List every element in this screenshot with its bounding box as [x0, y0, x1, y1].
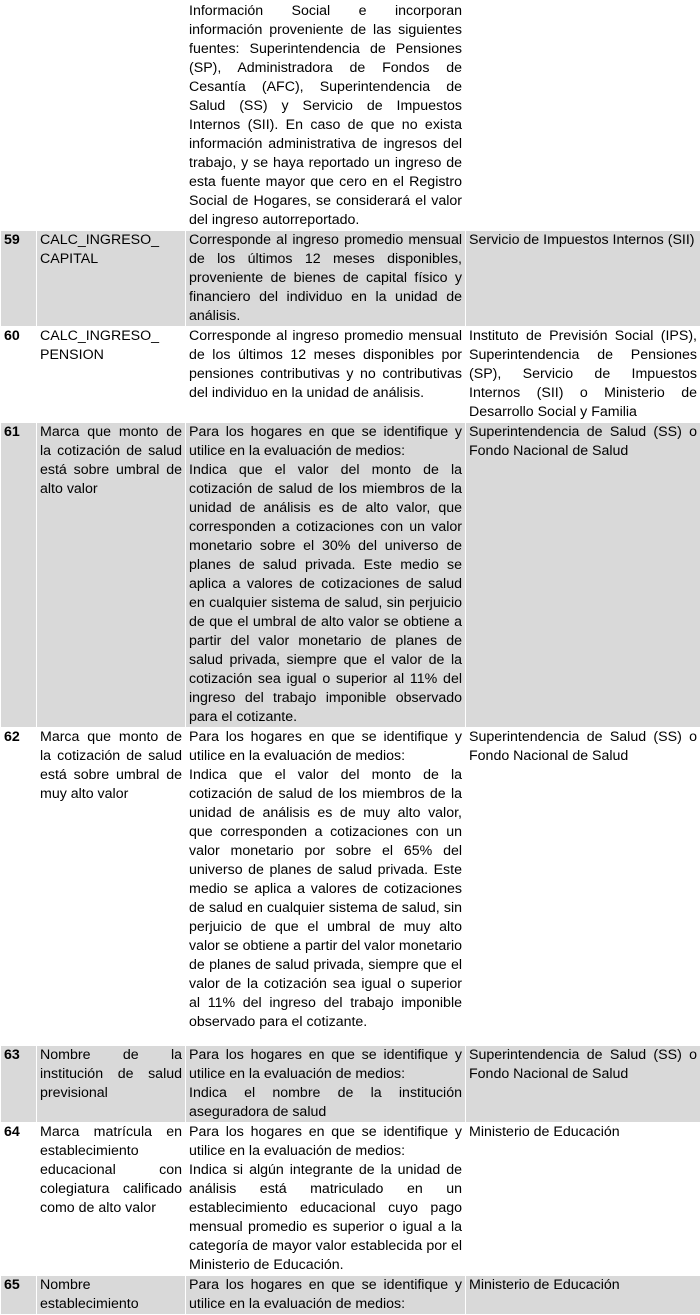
variable-name: Nombre establecimiento	[37, 1276, 186, 1315]
table-row	[1, 1123, 700, 1276]
description-intro: Para los hogares en que se identifique y utilice en la evaluación de medios:	[189, 1276, 462, 1314]
variable-description: Información Social e incorporan información proveniente de las siguientes fuentes: Superintendencia de Pensiones (SP), Administradora de Fondos de Cesantía (AFC), Superintendencia de Salud (SS) y Servicio de Impuestos Internos (SII). En caso de que no exista información administrativa de ingresos del trabajo, y se haya reportado un ingreso de esta fuente mayor que cero en el Registro Social de Hogares, se considerará el valor del ingreso autorreportado.	[186, 1, 466, 231]
variable-name: CALC_INGRESO_ PENSION	[37, 327, 186, 423]
description-body: Indica que el valor del monto de la cotización de salud de los miembros de la unidad de análisis es de alto valor, que corresponden a cotizaciones con un valor monetario sobre el 30% del universo de planes de salud privada. Este medio se aplica a valores de cotizaciones de salud en cualquier sistema de salud, sin perjuicio de que el umbral de alto valor se obtiene a partir del valor monetario de planes de salud privada, siempre que el valor de la cotización sea igual o superior al 11% del ingreso del trabajo imponible observado para el cotizante.	[189, 461, 462, 727]
row-number: 62	[1, 728, 37, 1046]
description-body: Indica el nombre de la institución aseguradora de salud	[189, 1084, 462, 1122]
variable-description	[186, 1123, 466, 1276]
description-intro: Para los hogares en que se identifique y utilice en la evaluación de medios:	[189, 1046, 462, 1084]
row-number: 60	[1, 327, 37, 423]
data-source: Superintendencia de Salud (SS) o Fondo Nacional de Salud	[466, 728, 700, 1046]
table-row	[1, 231, 700, 327]
data-source: Superintendencia de Salud (SS) o Fondo Nacional de Salud	[466, 423, 700, 728]
variable-name: CALC_INGRESO_ CAPITAL	[37, 231, 186, 327]
variable-description	[186, 1276, 466, 1315]
description-intro: Para los hogares en que se identifique y utilice en la evaluación de medios:	[189, 728, 462, 766]
row-number: 61	[1, 423, 37, 728]
data-source	[466, 1, 700, 231]
description-intro: Para los hogares en que se identifique y utilice en la evaluación de medios:	[189, 1123, 462, 1161]
variable-description	[186, 423, 466, 728]
data-source: Servicio de Impuestos Internos (SII)	[466, 231, 700, 327]
data-source: Instituto de Previsión Social (IPS), Superintendencia de Pensiones (SP), Servicio de Impuestos Internos (SII) o Ministerio de Desarrollo Social y Familia	[466, 327, 700, 423]
variable-description: Corresponde al ingreso promedio mensual de los últimos 12 meses disponibles, proveniente de bienes de capital físico y financiero del individuo en la unidad de análisis.	[186, 231, 466, 327]
variable-description	[186, 1046, 466, 1123]
row-number: 59	[1, 231, 37, 327]
data-source: Superintendencia de Salud (SS) o Fondo Nacional de Salud	[466, 1046, 700, 1123]
description-body: Indica si algún integrante de la unidad de análisis está matriculado en un establecimiento educacional cuyo pago mensual promedio es superior o igual a la categoría de mayor valor establecida por el Ministerio de Educación.	[189, 1161, 462, 1275]
variable-name: Nombre de la institución de salud previsional	[37, 1046, 186, 1123]
description-body: Indica que el valor del monto de la cotización de salud de los miembros de la unidad de análisis es de muy alto valor, que corresponden a cotizaciones con un valor monetario por sobre el 65% del universo de planes de salud privada. Este medio se aplica a valores de cotizaciones de salud en cualquier sistema de salud, sin perjuicio de que el umbral de muy alto valor se obtiene a partir del valor monetario de planes de salud privada, siempre que el valor de la cotización sea igual o superior al 11% del ingreso del trabajo imponible observado para el cotizante.	[189, 766, 462, 1032]
row-number	[1, 1, 37, 231]
row-number: 64	[1, 1123, 37, 1276]
table-row	[1, 1276, 700, 1315]
row-number: 63	[1, 1046, 37, 1123]
table-row	[1, 1, 700, 231]
variable-name	[37, 1, 186, 231]
table-row	[1, 423, 700, 728]
table-row	[1, 327, 700, 423]
table-row	[1, 728, 700, 1046]
description-intro: Para los hogares en que se identifique y utilice en la evaluación de medios:	[189, 423, 462, 461]
table-row	[1, 1046, 700, 1123]
row-number: 65	[1, 1276, 37, 1315]
variable-description	[186, 728, 466, 1046]
variable-name: Marca que monto de la cotización de salud está sobre umbral de alto valor	[37, 423, 186, 728]
variable-description: Corresponde al ingreso promedio mensual de los últimos 12 meses disponibles por pensiones contributivas y no contributivas del individuo en la unidad de análisis.	[186, 327, 466, 423]
variable-name: Marca que monto de la cotización de salud está sobre umbral de muy alto valor	[37, 728, 186, 1046]
data-source: Ministerio de Educación	[466, 1276, 700, 1315]
variable-name: Marca matrícula en establecimiento educacional con colegiatura calificado como de alto valor	[37, 1123, 186, 1276]
data-source: Ministerio de Educación	[466, 1123, 700, 1276]
